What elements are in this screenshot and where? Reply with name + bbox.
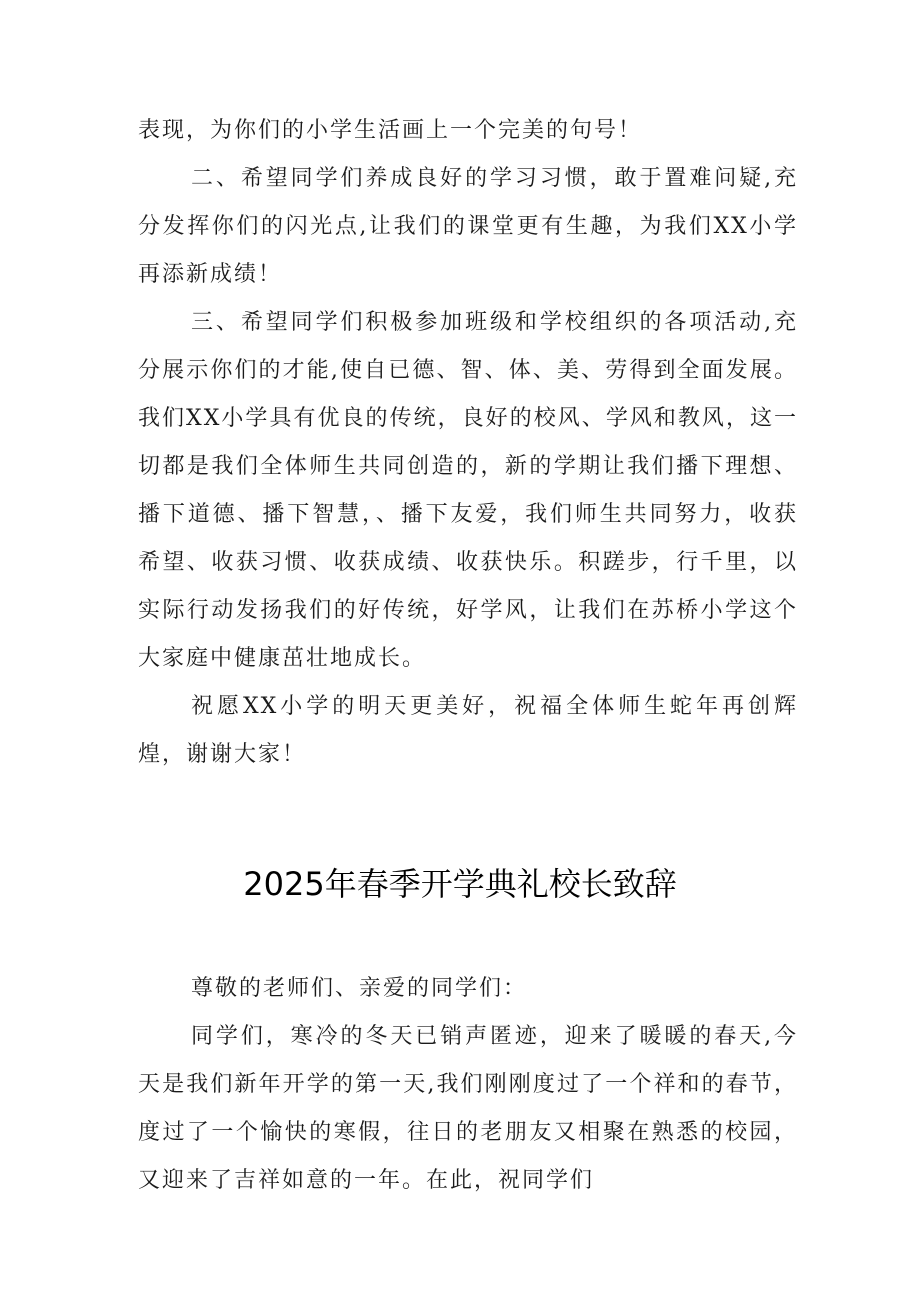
salutation: 尊敬的老师们、亲爱的同学们： — [191, 976, 528, 1001]
paragraph-blessing: 祝愿XX小学的明天更美好，祝福全体师生蛇年再创辉煌，谢谢大家！ — [138, 694, 798, 767]
paragraph-hope-two: 二、希望同学们养成良好的学习习惯，敢于置难问疑,充分发挥你们的闪光点,让我们的课堂更有生趣，为我们XX小学再添新成绩！ — [138, 166, 798, 287]
paragraph-opening: 同学们，寒冷的冬天已销声匿迹，迎来了暖暖的春天,今天是我们新年开学的第一天,我们刚刚度过了一个祥和的春节，度过了一个愉快的寒假，往日的老朋友又相聚在熟悉的校园，又迎来了吉祥如意的一年。在此，祝同学们 — [138, 1024, 798, 1193]
paragraph-hope-three: 三、希望同学们积极参加班级和学校组织的各项活动,充分展示你们的才能,使自已德、智、体、美、劳得到全面发展。我们XX小学具有优良的传统，良好的校风、学风和教风，这一切都是我们全体师生共同创造的，新的学期让我们播下理想、播下道德、播下智慧，、播下友爱，我们师生共同努力，收获希望、收获习惯、收获成绩、收获快乐。积蹉步，行千里，以实际行动发扬我们的好传统，好学风，让我们在苏桥小学这个大家庭中健康茁壮地成长。 — [138, 310, 798, 671]
speech-title: 2025年春季开学典礼校长致辞 — [243, 865, 677, 903]
paragraph-closing-line: 表现，为你们的小学生活画上一个完美的句号！ — [138, 118, 643, 143]
